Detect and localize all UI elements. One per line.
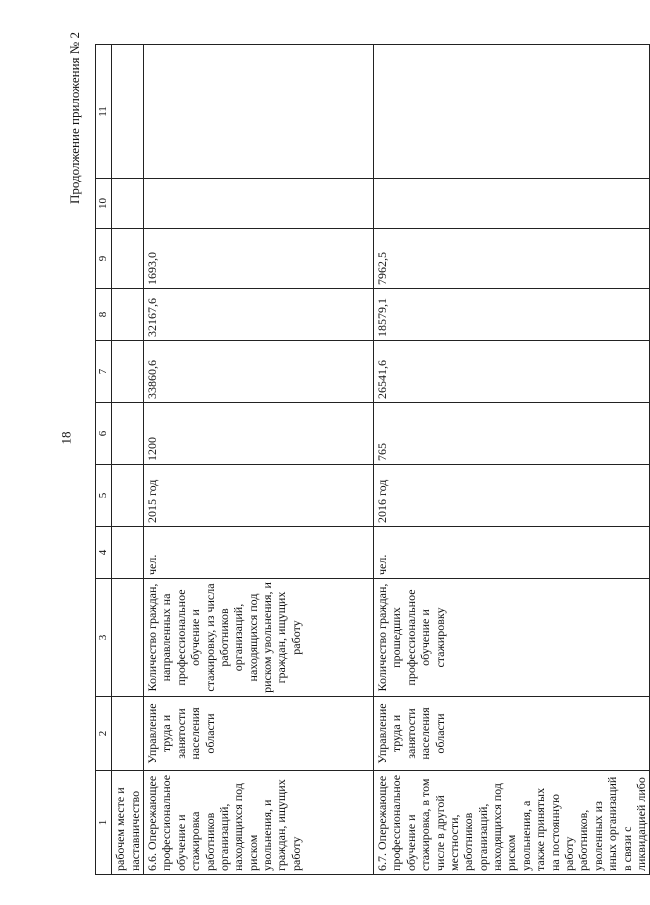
table-cell <box>373 45 649 179</box>
header-cell: 6 <box>96 403 112 465</box>
table-row <box>373 45 649 875</box>
table-cell: 1200 <box>143 403 373 465</box>
header-cell: 10 <box>96 179 112 229</box>
table-cell: 1693,0 <box>143 229 373 289</box>
header-cell: 3 <box>96 579 112 697</box>
table-cell <box>112 179 144 229</box>
table-cell: 18579,1 <box>373 289 649 341</box>
header-cell: 7 <box>96 341 112 403</box>
header-cell: 11 <box>96 45 112 179</box>
table-cell: Управление труда и занятости населения области <box>373 697 649 771</box>
table-cell: чел. <box>143 527 373 579</box>
header-cell: 5 <box>96 465 112 527</box>
data-table <box>95 44 650 875</box>
table-cell: чел. <box>373 527 649 579</box>
header-cell: 4 <box>96 527 112 579</box>
table-row <box>112 45 144 875</box>
table-cell: 26541,6 <box>373 341 649 403</box>
table-cell <box>373 179 649 229</box>
table-cell <box>143 45 373 179</box>
header-cell: 8 <box>96 289 112 341</box>
table-cell: 2016 год <box>373 465 649 527</box>
table-cell: 765 <box>373 403 649 465</box>
table-cell: 6.6. Опережающее профессиональное обучение и стажировка работников организаций, находящихся под риском увольнения, и граждан, ищущих работу <box>143 771 373 875</box>
table-cell: рабочем месте и наставничество <box>112 771 144 875</box>
page-number: 18 <box>58 431 74 445</box>
table-cell <box>112 465 144 527</box>
table-cell <box>112 403 144 465</box>
table-container <box>95 45 648 875</box>
header-cell: 2 <box>96 697 112 771</box>
table-cell: Управление труда и занятости населения области <box>143 697 373 771</box>
caption: Продолжение приложения № 2 <box>67 32 82 204</box>
table-cell: 33860,6 <box>143 341 373 403</box>
table-cell <box>112 579 144 697</box>
table-cell <box>112 229 144 289</box>
table-header-row <box>96 45 112 875</box>
table-cell: 2015 год <box>143 465 373 527</box>
table-cell <box>112 697 144 771</box>
table-cell <box>112 341 144 403</box>
table-cell: Количество граждан, направленных на профессиональное обучение и стажировку, из числа работников организаций, находящихся под риском увольнения, и граждан, ищущих работу <box>143 579 373 697</box>
table-cell <box>112 45 144 179</box>
table-cell: 32167,6 <box>143 289 373 341</box>
table-cell: Количество граждан, прошедших профессиональное обучение и стажировку <box>373 579 649 697</box>
table-row <box>143 45 373 875</box>
header-cell: 9 <box>96 229 112 289</box>
table-cell: 6.7. Опережающее профессиональное обучение и стажировка, в том числе в другой местности, работников организаций, находящихся под риском увольнения, а также принятых на постоянную работу работников, уволенных из иных организаций в связи с ликвидацией либо <box>373 771 649 875</box>
table-cell: 7962,5 <box>373 229 649 289</box>
table-cell <box>112 289 144 341</box>
header-cell: 1 <box>96 771 112 875</box>
table-cell <box>143 179 373 229</box>
table-cell <box>112 527 144 579</box>
